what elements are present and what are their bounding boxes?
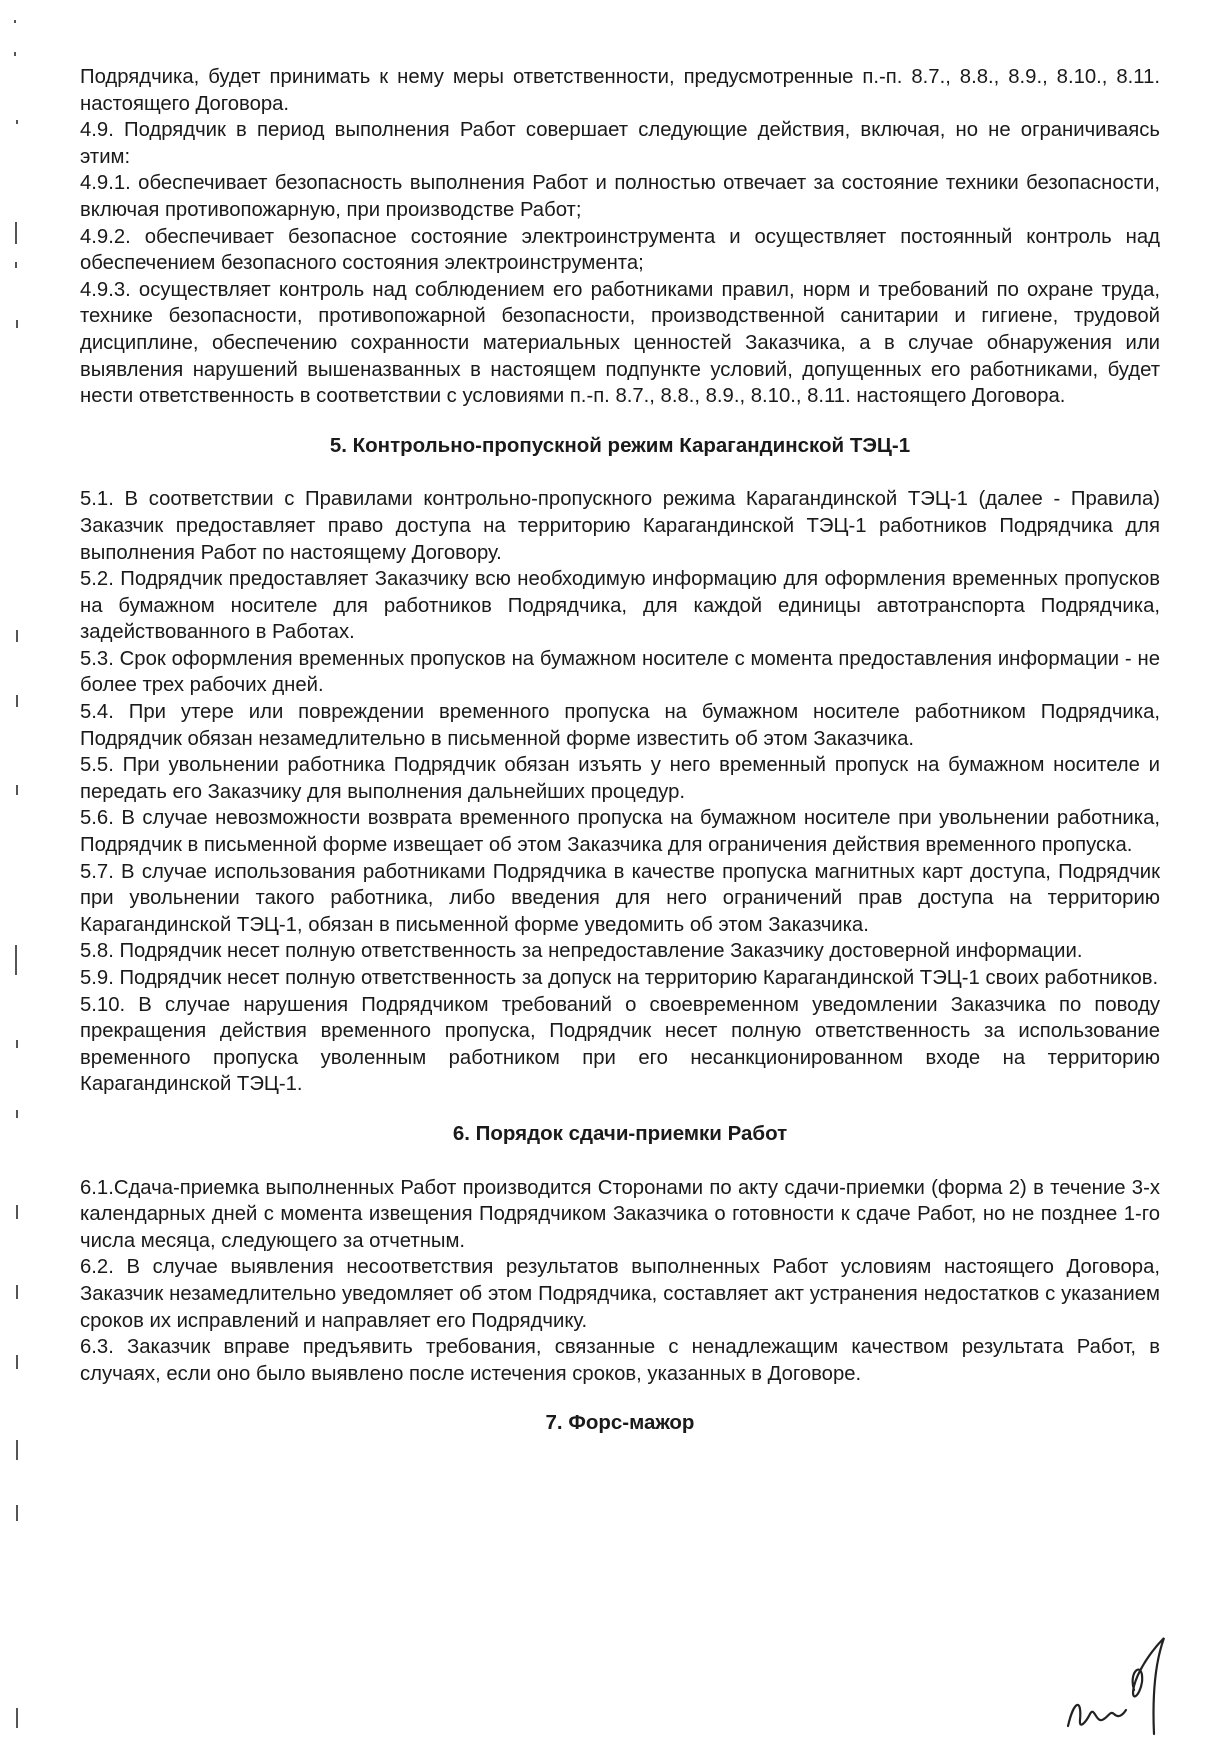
scan-mark <box>14 20 16 23</box>
scan-mark <box>15 262 17 268</box>
scan-mark <box>16 1040 18 1048</box>
paragraph: 6.1.Сдача-приемка выполненных Работ производится Сторонами по акту сдачи-приемки (форма 2) в течение 3-х календарных дней с момента извещения Подрядчиком Заказчика о готовности к сдаче Работ, но не позднее 1-го числа месяца, следующего за отчетным. <box>80 1176 1160 1252</box>
paragraph: 5.1. В соответствии с Правилами контрольно-пропускного режима Карагандинской ТЭЦ-1 (далее - Правила) Заказчик предоставляет право доступа на территорию Карагандинской ТЭЦ-1 работников Подрядчика для выполнения Работ по настоящему Договору. <box>80 488 1160 564</box>
paragraph: 5.6. В случае невозможности возврата временного пропуска на бумажном носителе при увольнении работника, Подрядчик в письменной форме извещает об этом Заказчика для ограничения действия временного пропуска. <box>80 807 1160 857</box>
paragraph: 6.3. Заказчик вправе предъявить требования, связанные с ненадлежащим качеством результата Работ, в случаях, если оно было выявлено после истечения сроков, указанных в Договоре. <box>80 1336 1160 1385</box>
scan-mark <box>16 630 18 642</box>
paragraph: 5.5. При увольнении работника Подрядчик обязан изъять у него временный пропуск на бумажном носителе и передать его Заказчику для выполнения дальнейших процедур. <box>80 754 1160 803</box>
paragraph: 5.4. При утере или повреждении временного пропуска на бумажном носителе работником Подрядчика, Подрядчик обязан незамедлительно в письменной форме известить об этом Заказчика. <box>80 701 1160 750</box>
paragraph: 5.10. В случае нарушения Подрядчиком требований о своевременном уведомлении Заказчика по поводу прекращения действия временного пропуска, Подрядчик несет полную ответственность за использование временного пропуска уволенным работником при его несанкционированном входе на территорию Карагандинской ТЭЦ-1. <box>80 993 1160 1096</box>
paragraph: 5.2. Подрядчик предоставляет Заказчику всю необходимую информацию для оформления временных пропусков на бумажном носителе для работников Подрядчика, для каждой единицы автотранспорта Подрядчика, задействованного в Работах. <box>80 568 1160 644</box>
paragraph: 4.9.2. обеспечивает безопасное состояние электроинструмента и осуществляет постоянный контроль над обеспечением безопасного состояния электроинструмента; <box>80 225 1160 275</box>
scan-mark <box>16 1440 18 1460</box>
scan-mark <box>16 1505 18 1521</box>
section-7-heading: 7. Форс-мажор <box>545 1411 695 1435</box>
scan-mark <box>14 52 16 56</box>
intro-block <box>80 64 1160 410</box>
scan-mark <box>15 222 17 244</box>
document-page <box>80 64 1160 1437</box>
scan-mark <box>16 1285 18 1299</box>
section-6-body <box>80 1175 1160 1388</box>
scan-mark <box>16 120 18 124</box>
handwritten-signature <box>1060 1630 1190 1738</box>
scan-mark <box>16 1205 18 1219</box>
scan-mark <box>16 1110 18 1118</box>
scan-mark <box>16 1355 18 1369</box>
paragraph: 5.7. В случае использования работниками Подрядчика в качестве пропуска магнитных карт доступа, Подрядчик при увольнении такого работника, либо введения для него ограничений прав доступа на территорию Карагандинской ТЭЦ-1, обязан в письменной форме уведомить об этом Заказчика. <box>80 860 1160 936</box>
section-6-heading: 6. Порядок сдачи-приемки Работ <box>452 1121 788 1145</box>
paragraph: 5.9. Подрядчик несет полную ответственность за допуск на территорию Карагандинской ТЭЦ-1 своих работников. <box>80 967 1159 989</box>
scan-mark <box>16 695 18 707</box>
section-5-body <box>80 486 1160 1098</box>
paragraph: Подрядчика, будет принимать к нему меры ответственности, предусмотренные п.-п. 8.7., 8.8., 8.9., 8.10., 8.11. настоящего Договора. <box>80 66 1160 115</box>
scan-mark <box>16 320 18 328</box>
paragraph: 4.9.1. обеспечивает безопасность выполнения Работ и полностью отвечает за состояние техники безопасности, включая противопожарную, при производстве Работ; <box>80 172 1160 221</box>
paragraph: 5.3. Срок оформления временных пропусков на бумажном носителе с момента предоставления информации - не более трех рабочих дней. <box>80 647 1160 697</box>
paragraph: 4.9.3. осуществляет контроль над соблюдением его работниками правил, норм и требований по охране труда, технике безопасности, противопожарной безопасности, производственной санитарии и гигиене, трудовой дисциплине, обеспечению сохранности материальных ценностей Заказчика, а в случае обнаружения или выявления нарушений вышеназванных в настоящем подпункте условий, допущенных его работниками, будет нести ответственность в соответствии с условиями п.-п. 8.7., 8.8., 8.9., 8.10., 8.11. настоящего Договора. <box>80 278 1160 408</box>
paragraph: 5.8. Подрядчик несет полную ответственность за непредоставление Заказчику достоверной информации. <box>80 940 1083 963</box>
scan-mark <box>16 785 18 795</box>
section-5-heading: 5. Контрольно-пропускной режим Карагандинской ТЭЦ-1 <box>329 433 911 457</box>
scan-mark <box>15 945 17 975</box>
paragraph: 6.2. В случае выявления несоответствия результатов выполненных Работ условиям настоящего Договора, Заказчик незамедлительно уведомляет об этом Подрядчика, составляет акт устранения недостатков с указанием сроков их исправлений и направляет его Подрядчику. <box>80 1256 1160 1332</box>
paragraph: 4.9. Подрядчик в период выполнения Работ совершает следующие действия, включая, но не ограничиваясь этим: <box>80 119 1160 168</box>
scan-mark <box>16 1708 18 1728</box>
